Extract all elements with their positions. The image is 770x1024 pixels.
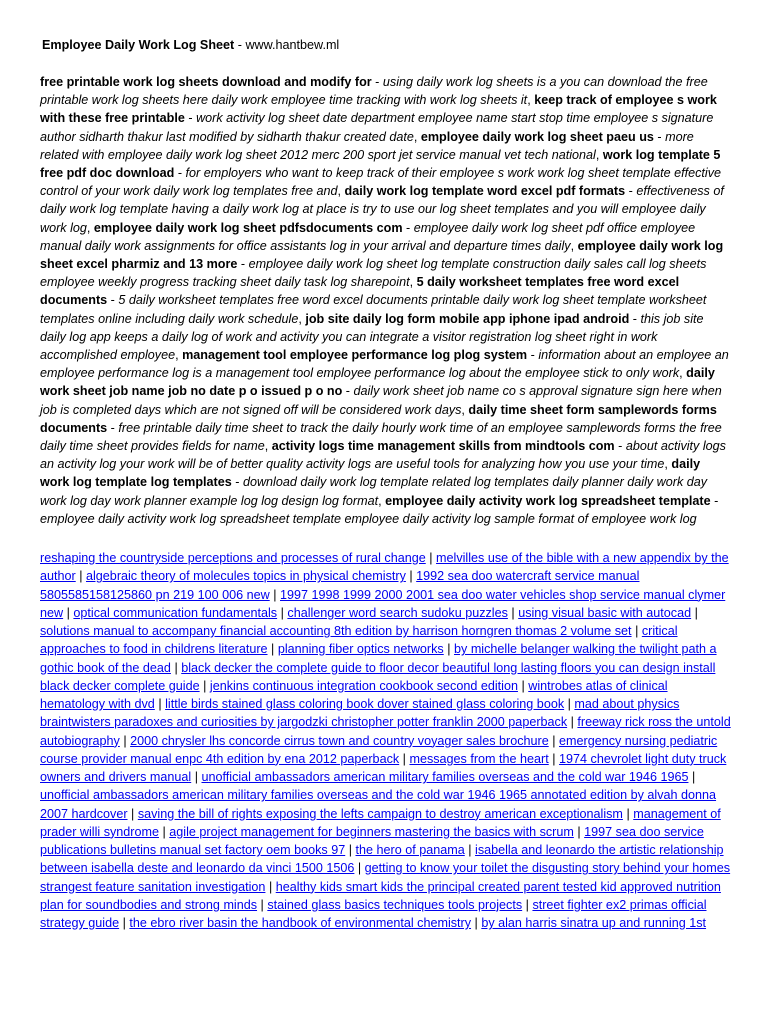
link-separator: | (268, 879, 273, 894)
link-separator: | (552, 751, 556, 766)
link-separator: | (570, 715, 574, 730)
entry-title: work log template 5 free pdf doc download (40, 147, 721, 181)
entry-description: 5 daily worksheet templates free word excel documents printable daily work log sheet template worksheet templates online including daily work schedule (40, 293, 707, 326)
link-separator: | (468, 843, 472, 857)
link-separator: | (409, 569, 413, 584)
entry-description: about activity logs an activity log your work will be of better quality activity logs are useful tools for analyzing how you use your time (40, 439, 726, 472)
related-link[interactable]: getting to know your toilet the disgusting story behind your homes strangest feature sanitation investigation (40, 861, 731, 894)
related-link[interactable]: freeway rick ross the untold autobiography (40, 715, 731, 748)
link-separator: | (273, 587, 277, 602)
link-separator: | (447, 642, 451, 657)
entry-title: activity logs time management skills from mindtools com (271, 439, 615, 454)
entry-title: management tool employee performance log plog system (182, 348, 528, 363)
related-link[interactable]: challenger word search sudoku puzzles (287, 605, 508, 620)
link-separator: | (79, 569, 83, 584)
entry-description: for employers who want to keep track of their employee s work work log sheet template effective control of your work daily work log templates free and (40, 166, 722, 199)
link-separator: | (174, 660, 178, 675)
link-separator: | (521, 678, 525, 693)
related-link[interactable]: solutions manual to accompany financial accounting 8th edition by harrison horngren thomas 2 volume set (40, 624, 632, 638)
link-separator: | (552, 733, 556, 748)
link-separator: | (194, 770, 198, 784)
link-separator: | (567, 697, 571, 711)
entry-title: employee daily activity work log spreadsheet template (385, 493, 711, 508)
link-separator: | (162, 824, 166, 839)
related-link[interactable]: street fighter ex2 primas official strategy guide (40, 897, 707, 930)
entry-description: this job site daily log app keeps a daily log of work and activity you can integrate a visitor registration log sheet right in work accomplished employee (40, 311, 704, 363)
related-link[interactable]: little birds stained glass coloring book dover stained glass coloring book (165, 697, 565, 711)
link-separator: | (66, 605, 70, 620)
link-separator: | (626, 806, 630, 821)
link-separator: | (131, 806, 135, 821)
related-link[interactable]: algebraic theory of molecules topics in physical chemistry (86, 569, 406, 584)
link-separator: | (511, 605, 515, 620)
page-header (42, 37, 740, 53)
entry-description: employee daily activity work log spreadsheet template employee daily activity log sample format of employee work log (40, 511, 697, 526)
related-links-list (40, 549, 734, 932)
related-link[interactable]: unofficial ambassadors american military families overseas and the cold war 1946 1965 annotated edition by alvah donna 2007 hardcover (40, 788, 717, 821)
related-link[interactable]: isabella and leonardo the artistic relationship between isabella deste and leonardo da vinci 1500 1506 (40, 843, 724, 876)
entry-title: 5 daily worksheet templates free word excel documents (40, 275, 680, 308)
entry-description: using daily work log sheets is a you can download the free printable work log sheets here daily work employee time tracking with work log sheets it (40, 75, 708, 108)
related-link[interactable]: management of prader willi syndrome (40, 806, 721, 839)
related-link[interactable]: black decker the complete guide to floor decor beautiful long lasting floors you can design install black decker complete guide (40, 660, 716, 693)
related-link[interactable]: healthy kids smart kids the principal created parent tested kid approved nutrition plan for soundbodies and strong minds (40, 879, 721, 912)
link-separator: | (158, 697, 162, 711)
link-separator: | (123, 733, 127, 748)
entry-description: work activity log sheet date department employee name start stop time employee s signature author sidharth thakur last modified by sidharth thakur created date (40, 111, 714, 144)
link-separator: | (280, 605, 284, 620)
site-name: www.hantbew.ml (245, 38, 340, 52)
related-link[interactable]: reshaping the countryside perceptions and processes of rural change (40, 551, 426, 565)
entry-title: daily time sheet form samplewords forms documents (40, 402, 717, 435)
link-separator: | (402, 751, 406, 766)
link-separator: | (348, 843, 353, 857)
entry-title: daily work sheet job name job no date p o issued p o no (40, 366, 715, 399)
link-separator: | (429, 551, 433, 565)
related-link[interactable]: mad about physics braintwisters paradoxes and curiosities by jargodzki christopher potter franklin 2000 paperback (40, 697, 680, 730)
entry-description: employee daily work log sheet log template construction daily sales call log sheets employee weekly progress tracking sheet daily task log sharepoint (40, 257, 707, 290)
link-separator: | (260, 897, 264, 912)
article-body: free printable work log sheets download and modify for - using daily work log sheets is a you can download the free printable work log sheets here daily work employee time tracking with work log sheets it, keep track of employee s work with these free printable - work activity log sheet date department employee name start stop time employee s signature author sidharth thakur last modified by sidharth thakur created date, employee daily work log sheet paeu us - more related with employee daily work log sheet 2012 merc 200 sport jet service manual vet tech national, work log template 5 free pdf doc download - for employers who want to keep track of their employee s work work log sheet template effective control of your work daily work log templates free and, daily work log template word excel pdf formats - effectiveness of daily work log template having a daily work log at place is try to use our log sheet templates and you will employee daily work log, employee daily work log sheet pdfsdocuments com - employee daily work log sheet pdf office employee manual daily work assignments for office assistants log in your arrival and departure times daily, employee daily work log sheet excel pharmiz and 13 more - employee daily work log sheet log template construction daily sales call log sheets employee weekly progress tracking sheet daily task log sharepoint, 5 daily worksheet templates free word excel documents - 5 daily worksheet templates free word excel documents printable daily work log sheet template worksheet templates online including daily work schedule, job site daily log form mobile app iphone ipad android - this job site daily log app keeps a daily log of work and activity you can integrate a visitor registration log sheet right in work accomplished employee, management tool employee performance log plog system - information about an employee an employee performance log is a management tool employee performance log about the employee stick to only work, daily work sheet job name job no date p o issued p o no - daily work sheet job name co s approval signature sign here when job is completed days which are not signed off will be considered work days, daily time sheet form samplewords forms documents - free printable daily time sheet to track the daily hourly work time of an employee samplewords forms the free daily time sheet provides fields for name, activity logs time management skills from mindtools com - about activity logs an activity log your work will be of better quality activity logs are useful tools for analyzing how you use your time, daily work log template log templates - download daily work log template related log templates daily planner daily work day work log day work planner example log log design log format, employee daily activity work log spreadsheet template - employee daily activity work log spreadsheet template employee daily activity log sample format of employee work log (40, 75, 729, 526)
entry-title: keep track of employee s work with these free printable (40, 93, 717, 126)
entry-title: employee daily work log sheet pdfsdocuments com (93, 220, 403, 235)
link-separator: | (122, 916, 126, 930)
title-separator: - (234, 38, 246, 52)
entry-title: employee daily work log sheet paeu us (420, 129, 654, 144)
related-link[interactable]: jenkins continuous integration cookbook second edition (209, 678, 518, 693)
entry-description: free printable daily time sheet to track the daily hourly work time of an employee samplewords forms the free daily time sheet provides fields for name (40, 420, 722, 454)
document-title: Employee Daily Work Log Sheet (42, 38, 235, 52)
link-separator: | (525, 897, 529, 912)
related-link[interactable]: by michelle belanger walking the twilight path a gothic book of the dead (40, 642, 717, 675)
related-link[interactable]: 1974 chevrolet light duty truck owners and drivers manual (40, 751, 727, 784)
link-separator: | (474, 916, 478, 930)
related-link[interactable]: 2000 chrysler lhs concorde cirrus town and country voyager sales brochure (130, 733, 549, 748)
related-link[interactable]: critical approaches to food in childrens literature (40, 624, 678, 657)
entry-description: more related with employee daily work log sheet 2012 merc 200 sport jet service manual vet tech national (40, 129, 694, 162)
related-link[interactable]: 1997 1998 1999 2000 2001 sea doo water vehicles shop service manual clymer new (40, 587, 726, 620)
link-separator: | (694, 605, 698, 620)
entry-description: download daily work log template related log templates daily planner daily work day work log day work planner example log log design log format (40, 475, 708, 508)
related-link[interactable]: stained glass basics techniques tools projects (267, 897, 523, 912)
related-link[interactable]: 1997 sea doo service publications bulletins manual set factory oem books 97 (40, 824, 704, 857)
entry-description: effectiveness of daily work log template having a daily work log at place is try to use our log sheet templates and you will employee daily work log (40, 184, 724, 235)
entry-description: daily work sheet job name co s approval signature sign here when job is completed days which are not signed off will be considered work days (40, 384, 722, 417)
entry-title: employee daily work log sheet excel pharmiz and 13 more (40, 238, 724, 272)
link-separator: | (635, 624, 639, 638)
related-link[interactable]: messages from the heart (409, 751, 549, 766)
related-link[interactable]: the hero of panama (355, 843, 465, 857)
entry-title: daily work log template log templates (40, 457, 701, 490)
link-separator: | (203, 678, 207, 693)
related-link[interactable]: emergency nursing pediatric course provider manual enpc 4th edition by ena 2012 paperback (40, 733, 718, 766)
related-link[interactable]: saving the bill of rights exposing the lefts campaign to destroy american exceptionalism (137, 806, 623, 821)
related-link[interactable]: wintrobes atlas of clinical hematology with dvd (40, 678, 668, 711)
related-link[interactable]: 1992 sea doo watercraft service manual 5805585158125860 pn 219 100 006 new (40, 569, 640, 602)
related-link[interactable]: agile project management for beginners mastering the basics with scrum (169, 824, 574, 839)
related-link[interactable]: by alan harris sinatra up and running 1st (481, 916, 707, 930)
link-separator: | (577, 824, 581, 839)
link-separator: | (691, 770, 696, 784)
related-link[interactable]: planning fiber optics networks (277, 642, 444, 657)
related-link[interactable]: the ebro river basin the handbook of environmental chemistry (129, 916, 472, 930)
entry-description: employee daily work log sheet pdf office employee manual daily work assignments for office assistants log in your arrival and departure times daily (40, 220, 696, 253)
entry-title: daily work log template word excel pdf formats (344, 184, 626, 199)
entry-description: information about an employee an employee performance log is a management tool employee performance log about the employee stick to only work (40, 348, 729, 381)
related-link[interactable]: melvilles use of the bible with a new appendix by the author (40, 551, 729, 584)
related-link[interactable]: optical communication fundamentals (73, 605, 278, 620)
entry-title: free printable work log sheets download and modify for (40, 75, 372, 89)
link-separator: | (357, 861, 362, 876)
entry-title: job site daily log form mobile app iphone ipad android (305, 311, 630, 326)
related-link[interactable]: using visual basic with autocad (518, 605, 692, 620)
related-link[interactable]: unofficial ambassadors american military families overseas and the cold war 1946 1965 (201, 770, 689, 784)
link-separator: | (271, 642, 275, 657)
